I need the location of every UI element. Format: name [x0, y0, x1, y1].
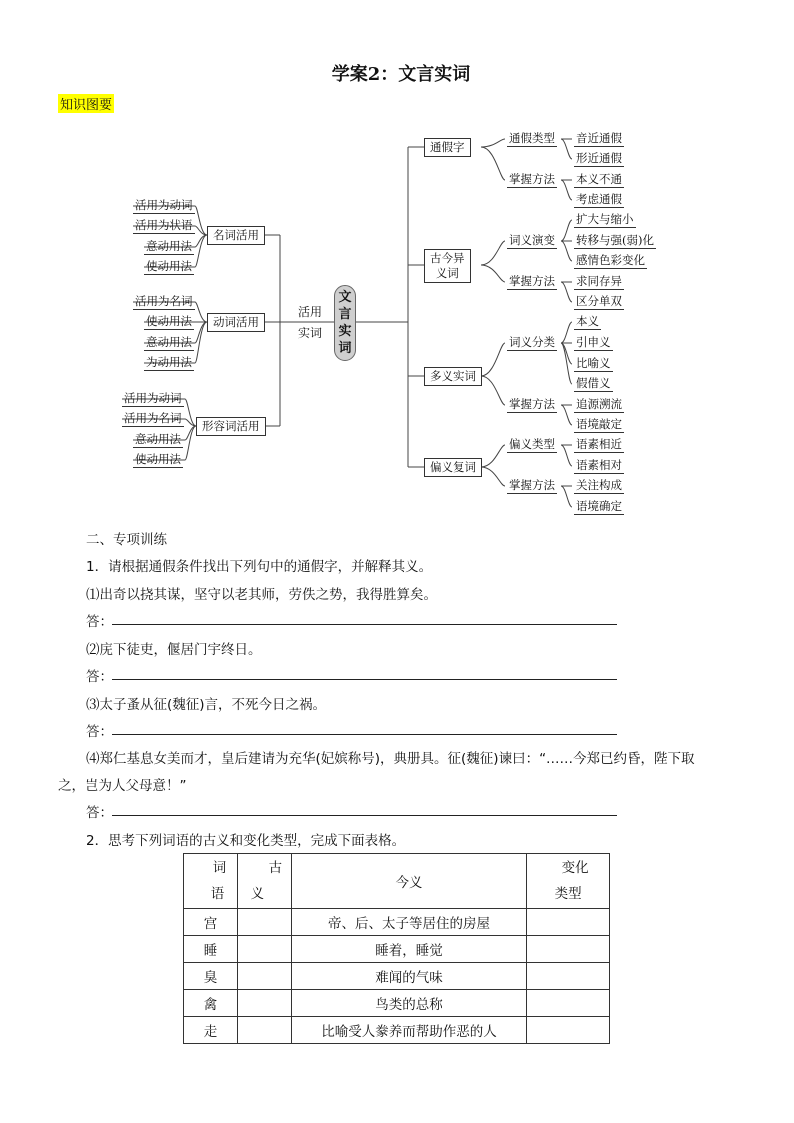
header-type-2: 类型	[554, 886, 582, 902]
node-adj-usage: 形容词活用	[196, 417, 266, 436]
group-gujin-change: 词义演变	[509, 233, 555, 247]
leaf-verb-2: 使动用法	[146, 314, 192, 328]
group-tongjia-type: 通假类型	[509, 131, 555, 145]
leaf-duoyi-5: 追源溯流	[576, 397, 622, 411]
row-type-cell[interactable]	[527, 909, 610, 936]
leaf-adj-3: 意动用法	[135, 432, 181, 446]
row-modern: 睡着，睡觉	[291, 936, 526, 963]
row-word: 宫	[184, 909, 238, 936]
header-type	[527, 854, 610, 909]
leaf-noun-3: 意动用法	[146, 239, 192, 253]
answer-label-4: 答：	[86, 805, 113, 821]
leaf-noun-2: 活用为状语	[135, 218, 193, 232]
q1-item-4: ⑷郑仁基息女美而才，皇后建请为充华(妃嫔称号)，典册具。征(魏征)谏曰：“……今郑已约昏，陛下取	[86, 751, 695, 767]
group-gujin-method: 掌握方法	[509, 274, 555, 288]
row-word: 臭	[184, 963, 238, 990]
table-row	[184, 990, 610, 1017]
answer-label-2: 答：	[86, 669, 113, 685]
header-word	[184, 854, 238, 909]
node-gujin-line1: 古今异	[430, 251, 465, 265]
leaf-verb-3: 意动用法	[146, 335, 192, 349]
node-verb-usage: 动词活用	[207, 313, 265, 332]
leaf-tongjia-2: 形近通假	[576, 151, 622, 165]
header-modern: 今义	[291, 854, 526, 909]
leaf-noun-4: 使动用法	[146, 259, 192, 273]
node-duoyi: 多义实词	[424, 367, 482, 386]
row-modern: 帝、后、太子等居住的房屋	[291, 909, 526, 936]
table-row	[184, 909, 610, 936]
answer-line-3[interactable]	[112, 734, 617, 735]
answer-label-3: 答：	[86, 724, 113, 740]
node-tongjia: 通假字	[424, 138, 471, 157]
leaf-adj-1: 活用为动词	[124, 391, 182, 405]
leaf-gujin-5: 区分单双	[576, 294, 622, 308]
leaf-tongjia-1: 音近通假	[576, 131, 622, 145]
center-node-text: 文言实词	[338, 290, 352, 356]
row-modern: 难闻的气味	[291, 963, 526, 990]
node-pianyi: 偏义复词	[424, 458, 482, 477]
q2-prompt: 2．思考下列词语的古义和变化类型，完成下面表格。	[86, 833, 406, 849]
node-noun-usage: 名词活用	[207, 226, 265, 245]
row-ancient-cell[interactable]	[237, 909, 291, 936]
leaf-gujin-4: 求同存异	[576, 274, 622, 288]
leaf-gujin-2: 转移与强(弱)化	[576, 233, 654, 247]
header-word-2: 语	[210, 886, 225, 902]
q1-item-2: ⑵庑下徒吏，偃居门宇终日。	[86, 642, 262, 658]
leaf-pianyi-1: 语素相近	[576, 437, 622, 451]
row-type-cell[interactable]	[527, 963, 610, 990]
row-modern: 鸟类的总称	[291, 990, 526, 1017]
leaf-gujin-3: 感情色彩变化	[576, 253, 645, 267]
row-ancient-cell[interactable]	[237, 936, 291, 963]
answer-line-1[interactable]	[112, 624, 617, 625]
center-node	[334, 285, 356, 361]
row-ancient-cell[interactable]	[237, 1017, 291, 1044]
table-row	[184, 936, 610, 963]
node-gujin	[424, 249, 471, 283]
q1-item-4-cont: 之，岂为人父母意！”	[58, 778, 187, 794]
table-row	[184, 963, 610, 990]
row-word: 禽	[184, 990, 238, 1017]
leaf-pianyi-4: 语境确定	[576, 499, 622, 513]
section-heading: 二、专项训练	[86, 532, 167, 548]
answer-line-4[interactable]	[112, 815, 617, 816]
leaf-pianyi-3: 关注构成	[576, 478, 622, 492]
group-pianyi-type: 偏义类型	[509, 437, 555, 451]
row-word: 走	[184, 1017, 238, 1044]
group-duoyi-class: 词义分类	[509, 335, 555, 349]
header-type-1: 变化	[561, 860, 589, 876]
leaf-gujin-1: 扩大与缩小	[576, 212, 634, 226]
header-ancient-2: 义	[250, 886, 265, 902]
q1-prompt: 1．请根据通假条件找出下列句中的通假字，并解释其义。	[86, 559, 433, 575]
leaf-verb-4: 为动用法	[146, 355, 192, 369]
table-header-row	[184, 854, 610, 909]
page-title: 学案2：文言实词	[331, 64, 471, 85]
center-label-1: 活用	[298, 305, 323, 319]
header-word-1: 词	[212, 860, 227, 876]
leaf-duoyi-6: 语境敲定	[576, 417, 622, 431]
answer-label-1: 答：	[86, 614, 113, 630]
header-ancient-1: 古	[268, 860, 283, 876]
group-pianyi-method: 掌握方法	[509, 478, 555, 492]
leaf-duoyi-1: 本义	[576, 314, 599, 328]
header-ancient	[237, 854, 291, 909]
q1-item-3: ⑶太子蚤从征(魏征)言，不死今日之祸。	[86, 697, 327, 713]
group-tongjia-method: 掌握方法	[509, 172, 555, 186]
mindmap-lines	[0, 0, 794, 520]
center-label-2: 实词	[298, 326, 323, 340]
leaf-adj-2: 活用为名词	[124, 411, 182, 425]
vocab-table	[183, 853, 610, 1044]
leaf-tongjia-4: 考虑通假	[576, 192, 622, 206]
table-row	[184, 1017, 610, 1044]
leaf-noun-1: 活用为动词	[135, 198, 193, 212]
row-ancient-cell[interactable]	[237, 990, 291, 1017]
leaf-duoyi-2: 引申义	[576, 335, 611, 349]
leaf-duoyi-4: 假借义	[576, 376, 611, 390]
node-gujin-line2: 义词	[435, 266, 459, 280]
answer-line-2[interactable]	[112, 679, 617, 680]
leaf-verb-1: 活用为名词	[135, 294, 193, 308]
row-word: 睡	[184, 936, 238, 963]
row-type-cell[interactable]	[527, 1017, 610, 1044]
row-type-cell[interactable]	[527, 990, 610, 1017]
leaf-adj-4: 使动用法	[135, 452, 181, 466]
q1-item-1: ⑴出奇以挠其谋，坚守以老其师，劳佚之势，我得胜算矣。	[86, 587, 437, 603]
group-duoyi-method: 掌握方法	[509, 397, 555, 411]
row-type-cell[interactable]	[527, 936, 610, 963]
leaf-pianyi-2: 语素相对	[576, 458, 622, 472]
leaf-tongjia-3: 本义不通	[576, 172, 622, 186]
section-tag: 知识图要	[58, 94, 114, 113]
row-modern: 比喻受人豢养而帮助作恶的人	[291, 1017, 526, 1044]
row-ancient-cell[interactable]	[237, 963, 291, 990]
leaf-duoyi-3: 比喻义	[576, 356, 611, 370]
